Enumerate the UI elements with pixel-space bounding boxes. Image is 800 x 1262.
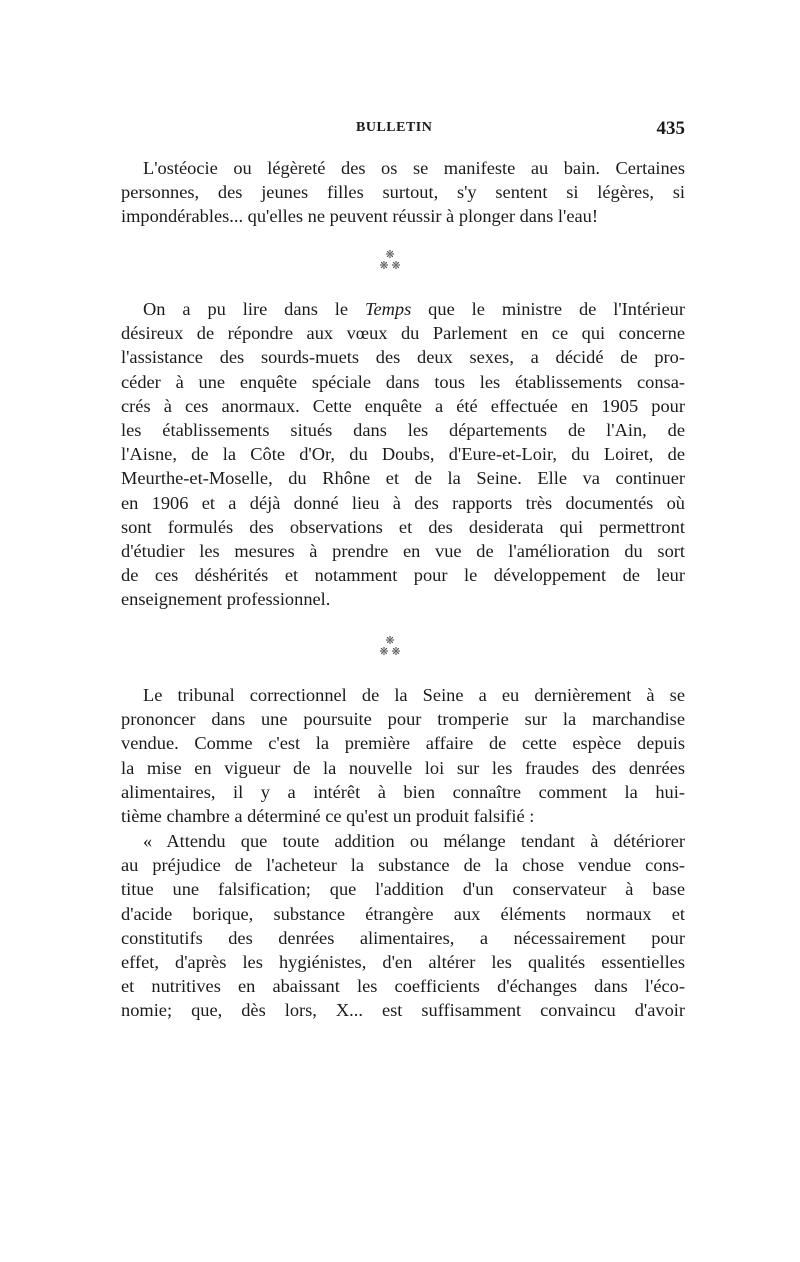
text-line: de ces déshérités et notamment pour le développement de leur [121,565,685,586]
text-line: la mise en vigueur de la nouvelle loi sur les fraudes des denrées [121,757,685,778]
ornament-top: ❋ [385,249,395,261]
text-line: alimentaires, il y a intérêt à bien connaître comment la hui- [121,781,685,802]
paragraph-sourds-muets [121,297,685,612]
text-line: crés à ces anormaux. Cette enquête a été effectuée en 1905 pour [121,395,685,416]
ornament-top: ❋ [385,635,395,647]
text-line: sont formulés des observations et des desiderata qui permettront [121,516,685,537]
text-line: tième chambre a déterminé ce qu'est un produit falsifié : [121,806,535,827]
text-line: impondérables... qu'elles ne peuvent réussir à plonger dans l'eau! [121,206,598,227]
paragraph-tribunal [121,683,685,828]
paragraph-osteocie [121,156,685,229]
text-line: désireux de répondre aux vœux du Parlement en ce qui concerne [121,323,685,344]
text-line: effet, d'après les hygiénistes, d'en altérer les qualités essentielles [121,952,685,973]
text-line: d'étudier les mesures à prendre en vue de l'amélioration du sort [121,541,685,562]
paragraph-attendu [121,829,685,1023]
text-line: personnes, des jeunes filles surtout, s'y sentent si légères, si [121,182,685,203]
text-line: au préjudice de l'acheteur la substance de la chose vendue cons- [121,855,685,876]
text-line: vendue. Comme c'est la première affaire de cette espèce depuis [121,733,685,754]
section-ornament [370,636,410,658]
text-line: l'Aisne, de la Côte d'Or, du Doubs, d'Eure-et-Loir, du Loiret, de [121,444,685,465]
text-line: en 1906 et a déjà donné lieu à des rapports très documentés où [121,492,685,513]
text-line: Le tribunal correctionnel de la Seine a eu dernièrement à se [143,685,685,705]
text-line: Meurthe-et-Moselle, du Rhône et de la Seine. Elle va continuer [121,468,685,489]
page-header [120,120,685,144]
text-line: « Attendu que toute addition ou mélange tendant à détériorer [143,831,685,851]
text-line: prononcer dans une poursuite pour tromperie sur la marchandise [121,709,685,730]
text-line: céder à une enquête spéciale dans tous les établissements consa- [121,371,685,392]
section-ornament [370,250,410,272]
page-number: 435 [656,118,685,139]
journal-title: Temps [364,299,412,319]
text-line: constitutifs des denrées alimentaires, a nécessairement pour [121,927,685,948]
text-line: l'assistance des sourds-muets des deux sexes, a décidé de pro- [121,347,685,368]
ornament-bottom: ❋ ❋ [379,260,401,272]
text-line: les établissements situés dans les départements de l'Ain, de [121,420,685,441]
text-line: On a pu lire dans le Temps que le ministre de l'Intérieur [143,299,685,319]
text-line: enseignement professionnel. [121,589,331,610]
running-title: BULLETIN [356,120,433,135]
text-line: d'acide borique, substance étrangère aux éléments normaux et [121,903,685,924]
text-line: nomie; que, dès lors, X... est suffisamment convaincu d'avoir [121,1000,685,1021]
ornament-bottom: ❋ ❋ [379,646,401,658]
text-line: et nutritives en abaissant les coefficients d'échanges dans l'éco- [121,976,685,997]
text-line: L'ostéocie ou légèreté des os se manifeste au bain. Certaines [143,158,685,178]
text-line: titue une falsification; que l'addition d'un conservateur à base [121,879,685,900]
